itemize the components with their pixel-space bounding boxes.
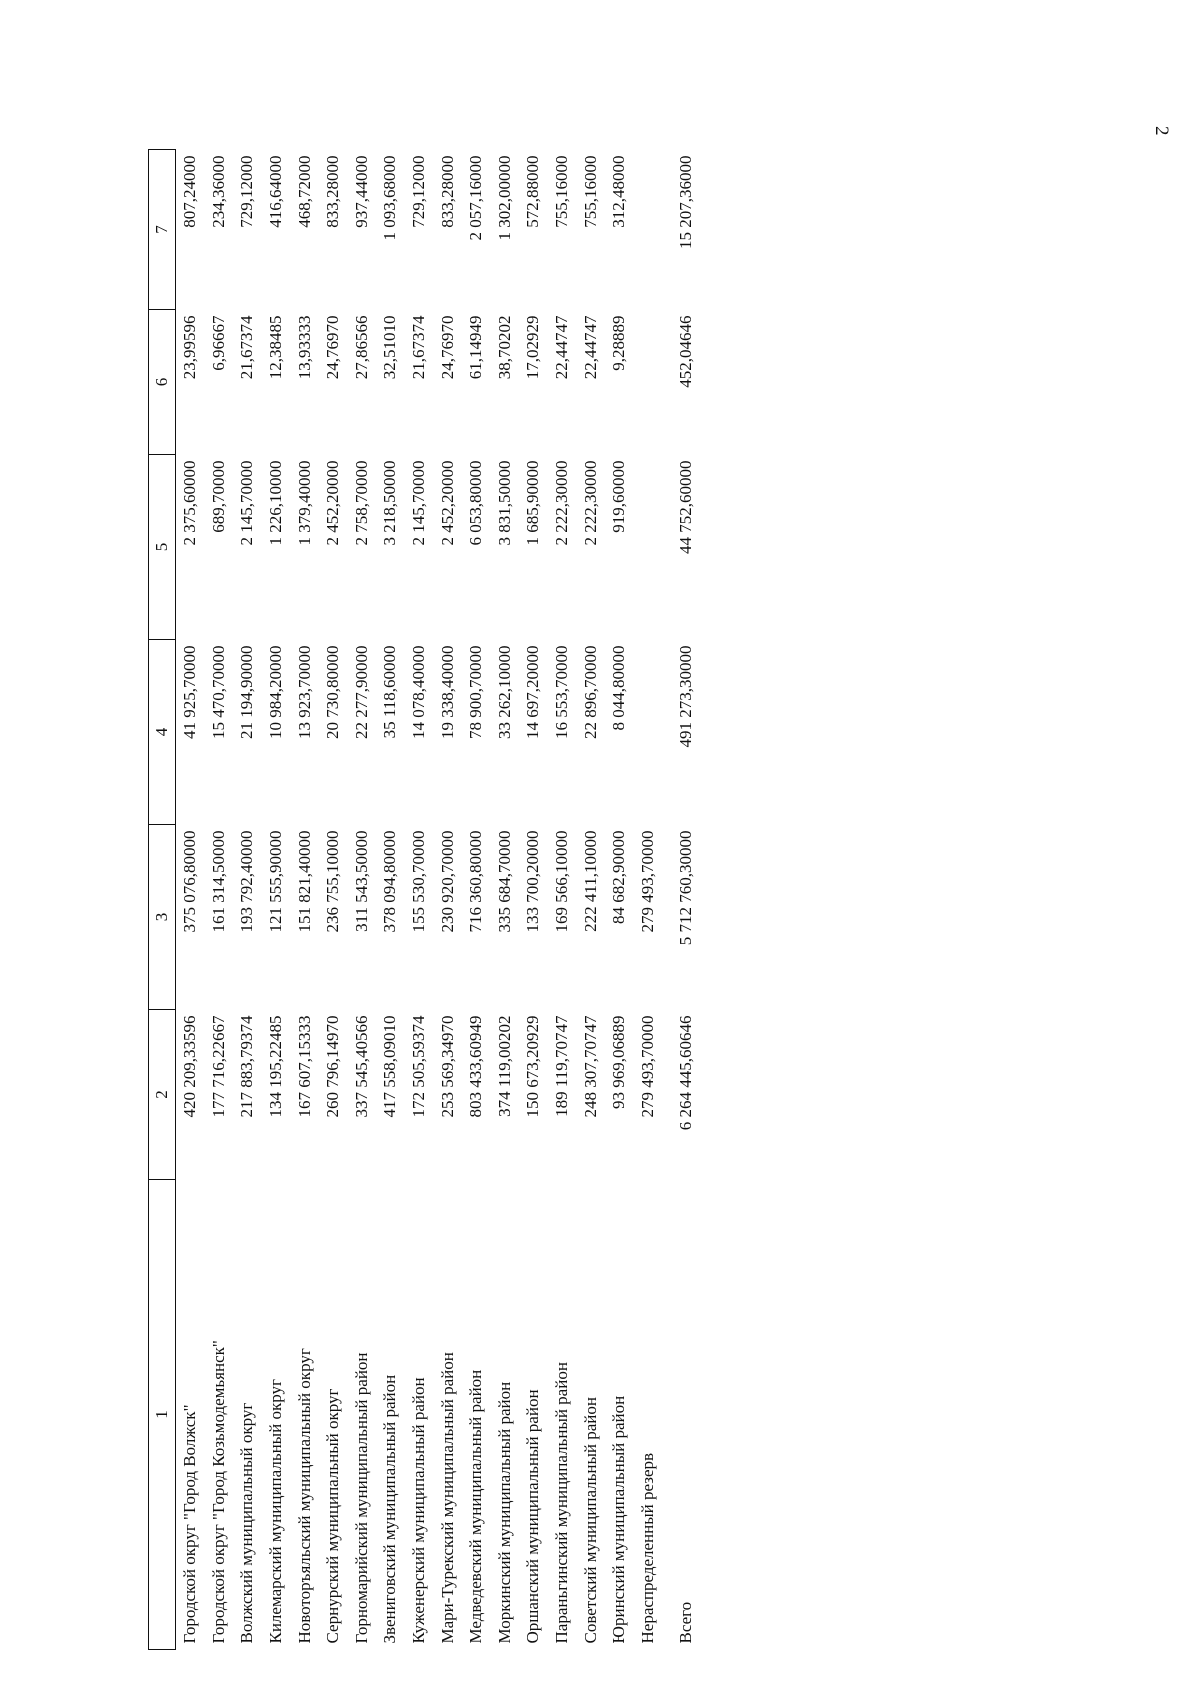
cell: 374 119,00202 [494, 1015, 514, 1117]
cell: 279 493,70000 [637, 830, 657, 933]
row-name: Советский муниципальный район [580, 1397, 600, 1644]
total-cell: 15 207,36000 [676, 155, 696, 249]
cell: 23,99596 [180, 315, 200, 380]
cell: 217 883,79374 [237, 1015, 257, 1118]
cell: 22 277,90000 [351, 645, 371, 739]
total-cell: 44 752,60000 [676, 460, 696, 554]
cell: 78 900,70000 [466, 645, 486, 739]
cell: 833,28000 [323, 155, 343, 228]
cell: 22 896,70000 [580, 645, 600, 739]
table-row [205, 150, 234, 1650]
cell: 1 685,90000 [523, 460, 543, 546]
cell: 14 078,40000 [409, 645, 429, 739]
table-row [548, 150, 577, 1650]
cell: 230 920,70000 [437, 830, 457, 933]
cell: 13,93333 [294, 315, 314, 380]
cell [634, 455, 663, 640]
cell: 378 094,80000 [380, 830, 400, 933]
cell: 24,76970 [323, 315, 343, 380]
header-cell: 3 [149, 825, 176, 1010]
cell: 234,36000 [208, 155, 228, 228]
cell: 177 716,22667 [208, 1015, 228, 1118]
cell: 236 755,10000 [323, 830, 343, 933]
cell: 937,44000 [351, 155, 371, 228]
cell: 222 411,10000 [580, 830, 600, 932]
header-cell: 5 [149, 455, 176, 640]
table-row [319, 150, 348, 1650]
cell: 312,48000 [609, 155, 629, 228]
cell: 2 452,20000 [323, 460, 343, 546]
cell: 2 057,16000 [466, 155, 486, 241]
cell: 150 673,20929 [523, 1015, 543, 1118]
table-body [176, 150, 701, 1650]
cell: 13 923,70000 [294, 645, 314, 739]
cell: 22,44747 [552, 315, 572, 380]
cell: 21,67374 [409, 315, 429, 380]
cell: 15 470,70000 [208, 645, 228, 739]
cell: 2 222,30000 [552, 460, 572, 546]
total-label: Всего [676, 1601, 696, 1644]
cell: 14 697,20000 [523, 645, 543, 739]
row-name: Мари-Турекский муниципальный район [437, 1352, 457, 1644]
table-row [491, 150, 520, 1650]
cell: 716 360,80000 [466, 830, 486, 933]
budget-table [148, 149, 701, 1650]
row-name: Оршанский муниципальный район [523, 1389, 543, 1644]
cell: 155 530,70000 [409, 830, 429, 933]
cell: 260 796,14970 [323, 1015, 343, 1118]
cell: 375 076,80000 [180, 830, 200, 933]
cell: 16 553,70000 [552, 645, 572, 739]
cell: 468,72000 [294, 155, 314, 228]
row-name: Новоторъяльский муниципальный округ [294, 1348, 314, 1644]
cell: 84 682,90000 [609, 830, 629, 924]
cell: 311 543,50000 [351, 830, 371, 932]
cell: 161 314,50000 [208, 830, 228, 933]
cell: 1 379,40000 [294, 460, 314, 546]
cell: 12,38485 [266, 315, 286, 380]
total-cell: 6 264 445,60646 [676, 1015, 696, 1131]
cell: 803 433,60949 [466, 1015, 486, 1118]
cell: 8 044,80000 [609, 645, 629, 731]
cell: 689,70000 [208, 460, 228, 533]
total-cell: 5 712 760,30000 [676, 830, 696, 946]
cell: 807,24000 [180, 155, 200, 228]
row-name: Куженерский муниципальный район [409, 1377, 429, 1644]
cell: 93 969,06889 [609, 1015, 629, 1109]
header-cell: 6 [149, 310, 176, 455]
row-name: Звениговский муниципальный район [380, 1374, 400, 1644]
cell: 35 118,60000 [380, 645, 400, 739]
cell: 6 053,80000 [466, 460, 486, 546]
cell: 755,16000 [580, 155, 600, 228]
cell: 3 831,50000 [494, 460, 514, 546]
cell: 21,67374 [237, 315, 257, 380]
cell: 6,96667 [208, 315, 228, 371]
cell: 133 700,20000 [523, 830, 543, 933]
row-name: Медведевский муниципальный район [466, 1369, 486, 1644]
header-row [149, 150, 176, 1650]
cell: 27,86566 [351, 315, 371, 380]
table-row [605, 150, 634, 1650]
cell: 420 209,33596 [180, 1015, 200, 1118]
rotated-table-container [148, 150, 728, 1650]
row-name: Моркинский муниципальный район [494, 1381, 514, 1644]
cell: 32,51010 [380, 315, 400, 380]
cell: 193 792,40000 [237, 830, 257, 933]
table-row [290, 150, 319, 1650]
cell: 38,70202 [494, 315, 514, 380]
cell: 919,60000 [609, 460, 629, 533]
cell: 2 375,60000 [180, 460, 200, 546]
cell: 20 730,80000 [323, 645, 343, 739]
cell: 21 194,90000 [237, 645, 257, 739]
row-name: Сернурский муниципальный округ [323, 1388, 343, 1644]
cell: 253 569,34970 [437, 1015, 457, 1118]
table-row [576, 150, 605, 1650]
cell: 248 307,70747 [580, 1015, 600, 1118]
row-name: Волжский муниципальный округ [237, 1402, 257, 1644]
cell [634, 150, 663, 310]
table-header [149, 150, 176, 1650]
cell: 2 145,70000 [409, 460, 429, 546]
total-cell: 491 273,30000 [676, 645, 696, 748]
table-row [433, 150, 462, 1650]
row-name: Юринский муниципальный район [609, 1395, 629, 1644]
table-row [233, 150, 262, 1650]
cell: 2 222,30000 [580, 460, 600, 546]
header-cell: 4 [149, 640, 176, 825]
cell: 337 545,40566 [351, 1015, 371, 1118]
cell: 134 195,22485 [266, 1015, 286, 1118]
cell: 417 558,09010 [380, 1015, 400, 1118]
cell: 416,64000 [266, 155, 286, 228]
cell: 755,16000 [552, 155, 572, 228]
row-name: Нераспределенный резерв [637, 1452, 657, 1644]
cell: 1 093,68000 [380, 155, 400, 241]
row-name: Городской округ "Город Волжск" [180, 1404, 200, 1644]
cell: 61,14949 [466, 315, 486, 380]
cell: 1 302,00000 [494, 155, 514, 241]
page-number: 2 [1151, 126, 1172, 136]
header-cell: 1 [149, 1180, 176, 1650]
total-cell: 452,04646 [676, 315, 696, 388]
row-name: Килемарский муниципальный округ [266, 1379, 286, 1644]
cell: 10 984,20000 [266, 645, 286, 739]
cell: 41 925,70000 [180, 645, 200, 739]
cell: 151 821,40000 [294, 830, 314, 933]
cell [634, 640, 663, 825]
cell: 1 226,10000 [266, 460, 286, 546]
total-row [662, 150, 701, 1650]
cell: 19 338,40000 [437, 645, 457, 739]
cell: 3 218,50000 [380, 460, 400, 546]
cell: 729,12000 [409, 155, 429, 228]
table-row [405, 150, 434, 1650]
row-name: Горномарийский муниципальный район [351, 1352, 371, 1644]
table-row [376, 150, 405, 1650]
cell: 279 493,70000 [637, 1015, 657, 1118]
cell: 335 684,70000 [494, 830, 514, 933]
cell: 172 505,59374 [409, 1015, 429, 1118]
cell: 729,12000 [237, 155, 257, 228]
row-name: Городской округ "Город Козьмодемьянск" [208, 1340, 228, 1644]
header-cell: 2 [149, 1010, 176, 1180]
cell: 121 555,90000 [266, 830, 286, 933]
cell: 2 758,70000 [351, 460, 371, 546]
table-row [634, 150, 663, 1650]
cell: 9,28889 [609, 315, 629, 371]
cell: 2 452,20000 [437, 460, 457, 546]
table-row [176, 150, 205, 1650]
cell: 189 119,70747 [552, 1015, 572, 1117]
table-row [348, 150, 377, 1650]
cell: 572,88000 [523, 155, 543, 228]
row-name: Параньгинский муниципальный район [552, 1362, 572, 1644]
table-row [262, 150, 291, 1650]
cell: 24,76970 [437, 315, 457, 380]
table-row [519, 150, 548, 1650]
cell: 833,28000 [437, 155, 457, 228]
cell: 22,44747 [580, 315, 600, 380]
header-cell: 7 [149, 150, 176, 310]
cell: 2 145,70000 [237, 460, 257, 546]
cell: 17,02929 [523, 315, 543, 380]
table-row [462, 150, 491, 1650]
cell [634, 310, 663, 455]
cell: 33 262,10000 [494, 645, 514, 739]
cell: 167 607,15333 [294, 1015, 314, 1118]
cell: 169 566,10000 [552, 830, 572, 933]
